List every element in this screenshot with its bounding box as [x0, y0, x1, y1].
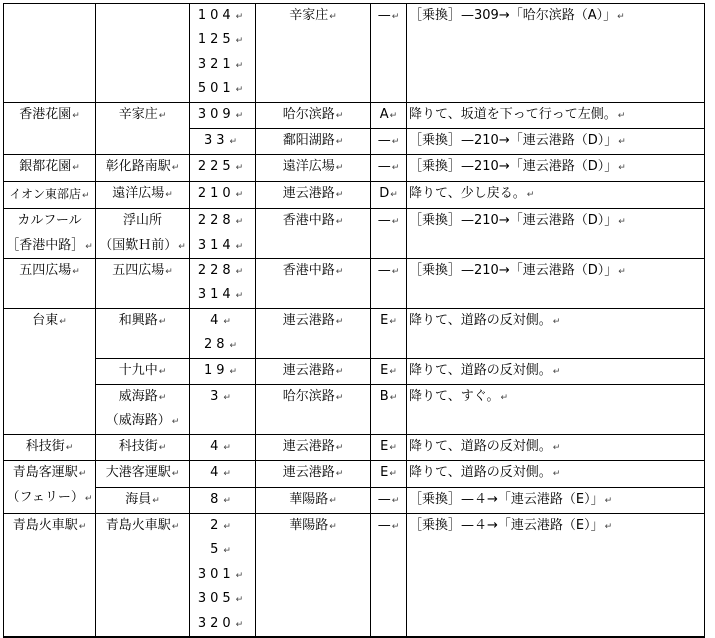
- note-cell: 降りて、道路の反対側。↵: [407, 358, 705, 384]
- table-row: [4, 358, 705, 384]
- station-cell: 台東↵: [4, 308, 96, 434]
- dest-cell: 香港中路↵: [256, 209, 371, 259]
- stop-cell: 彰化路南駅↵: [96, 155, 190, 181]
- route-cell: 3↵: [190, 384, 256, 434]
- note-cell: ［乗換］—210→「連云港路（D）」↵: [407, 155, 705, 181]
- note-cell: ［乗換］—309→「哈尔滨路（A）」↵: [407, 4, 705, 103]
- exit-cell: [371, 636, 407, 637]
- station-cell: カルフール ［香港中路］↵: [4, 209, 96, 259]
- dest-cell: 華陽路↵: [256, 513, 371, 636]
- note-cell: 降りて、坂道を下って行って左側。↵: [407, 102, 705, 128]
- exit-cell: A↵: [371, 102, 407, 128]
- stop-cell: 十九中↵: [96, 358, 190, 384]
- exit-cell: E↵: [371, 434, 407, 460]
- dest-cell: 哈尔滨路↵: [256, 384, 371, 434]
- dest-cell: 華陽路↵: [256, 487, 371, 513]
- dest-cell: 香港中路↵: [256, 258, 371, 308]
- table-row: [4, 181, 705, 208]
- stop-cell: 科技街↵: [96, 434, 190, 460]
- stop-cell: 大港客運駅↵: [96, 461, 190, 487]
- route-cell: 228↵ 314↵: [190, 258, 256, 308]
- note-cell: ［乗換］—210→「連云港路（D）」↵: [407, 209, 705, 259]
- dest-cell: 哈尔滨路↵: [256, 102, 371, 128]
- table-row: [4, 4, 705, 103]
- dest-cell: 辛家庄↵: [256, 4, 371, 103]
- exit-cell: —↵: [371, 4, 407, 103]
- stop-cell: 浮山所 （国歎Ｈ前）↵: [96, 209, 190, 259]
- dest-cell: 連云港路↵: [256, 434, 371, 460]
- station-cell: 青島客運駅↵ （フェリー）↵: [4, 461, 96, 514]
- route-cell: 33↵: [190, 128, 256, 154]
- station-cell: 青島火車駅↵: [4, 513, 96, 636]
- exit-cell: E↵: [371, 358, 407, 384]
- table-row: [4, 384, 705, 434]
- exit-cell: D↵: [371, 181, 407, 208]
- station-cell: 科技街↵: [4, 434, 96, 460]
- table-row: [4, 209, 705, 259]
- table-row: [4, 636, 705, 637]
- exit-cell: —↵: [371, 155, 407, 181]
- stop-cell: 辛家庄↵: [96, 102, 190, 155]
- exit-cell: —↵: [371, 209, 407, 259]
- exit-cell: E↵: [371, 308, 407, 358]
- station-cell: イオン東部店↵: [4, 181, 96, 208]
- exit-cell: E↵: [371, 461, 407, 487]
- station-cell: 銀都花園↵: [4, 155, 96, 181]
- exit-cell: —↵: [371, 487, 407, 513]
- note-cell: 降りて、少し戻る。↵: [407, 181, 705, 208]
- route-cell: 309↵: [190, 102, 256, 128]
- stop-cell: 五四広場↵: [96, 258, 190, 308]
- route-cell: 4↵: [190, 461, 256, 487]
- exit-cell: —↵: [371, 513, 407, 636]
- dest-cell: 連云港路↵: [256, 461, 371, 487]
- dest-cell: 遠洋広場↵: [256, 155, 371, 181]
- stop-cell: [96, 636, 190, 637]
- station-cell: [4, 4, 96, 103]
- note-cell: ［乗換］—４→「連云港路（E）」↵: [407, 487, 705, 513]
- exit-cell: B↵: [371, 384, 407, 434]
- route-cell: 2↵ 5↵ 301↵ 305↵ 320↵: [190, 513, 256, 636]
- stop-cell: 遠洋広場↵: [96, 181, 190, 208]
- note-cell: 降りて、道路の反対側。↵: [407, 434, 705, 460]
- dest-cell: 連云港路↵: [256, 308, 371, 358]
- note-cell: 降りて、すぐ。↵: [407, 384, 705, 434]
- note-cell: 降りて、道路の反対側。↵: [407, 308, 705, 358]
- route-cell: 210↵: [190, 181, 256, 208]
- table-row: [4, 308, 705, 358]
- note-cell: ［乗換］—４→「連云港路（E）」↵: [407, 513, 705, 636]
- table-row: [4, 513, 705, 636]
- dest-cell: 連云港路↵: [256, 181, 371, 208]
- table-row: [4, 155, 705, 181]
- table-row: [4, 258, 705, 308]
- stop-cell: 海員↵: [96, 487, 190, 513]
- dest-cell: [256, 636, 371, 637]
- route-cell: 4↵: [190, 434, 256, 460]
- route-cell: 19↵: [190, 358, 256, 384]
- route-cell: [190, 636, 256, 637]
- route-cell: 225↵: [190, 155, 256, 181]
- station-cell: 五四広場↵: [4, 258, 96, 308]
- route-cell: 4↵ 28↵: [190, 308, 256, 358]
- note-cell: ［乗換］—210→「連云港路（D）」↵: [407, 128, 705, 154]
- note-cell: [407, 636, 705, 637]
- route-cell: 228↵ 314↵: [190, 209, 256, 259]
- table-row: [4, 102, 705, 128]
- stop-cell: 和興路↵: [96, 308, 190, 358]
- dest-cell: 連云港路↵: [256, 358, 371, 384]
- exit-cell: —↵: [371, 258, 407, 308]
- stop-cell: 威海路↵ （威海路）↵: [96, 384, 190, 434]
- station-cell: [4, 636, 96, 637]
- stop-cell: [96, 4, 190, 103]
- note-cell: 降りて、道路の反対側。↵: [407, 461, 705, 487]
- note-cell: ［乗換］—210→「連云港路（D）」↵: [407, 258, 705, 308]
- table-row: [4, 434, 705, 460]
- exit-cell: —↵: [371, 128, 407, 154]
- route-cell: 104↵ 125↵ 321↵ 501↵: [190, 4, 256, 103]
- route-cell: 8↵: [190, 487, 256, 513]
- table-row: [4, 487, 705, 513]
- route-table: [3, 3, 705, 638]
- station-cell: 香港花園↵: [4, 102, 96, 155]
- stop-cell: 青島火車駅↵: [96, 513, 190, 636]
- table-row: [4, 461, 705, 487]
- dest-cell: 鄱阳湖路↵: [256, 128, 371, 154]
